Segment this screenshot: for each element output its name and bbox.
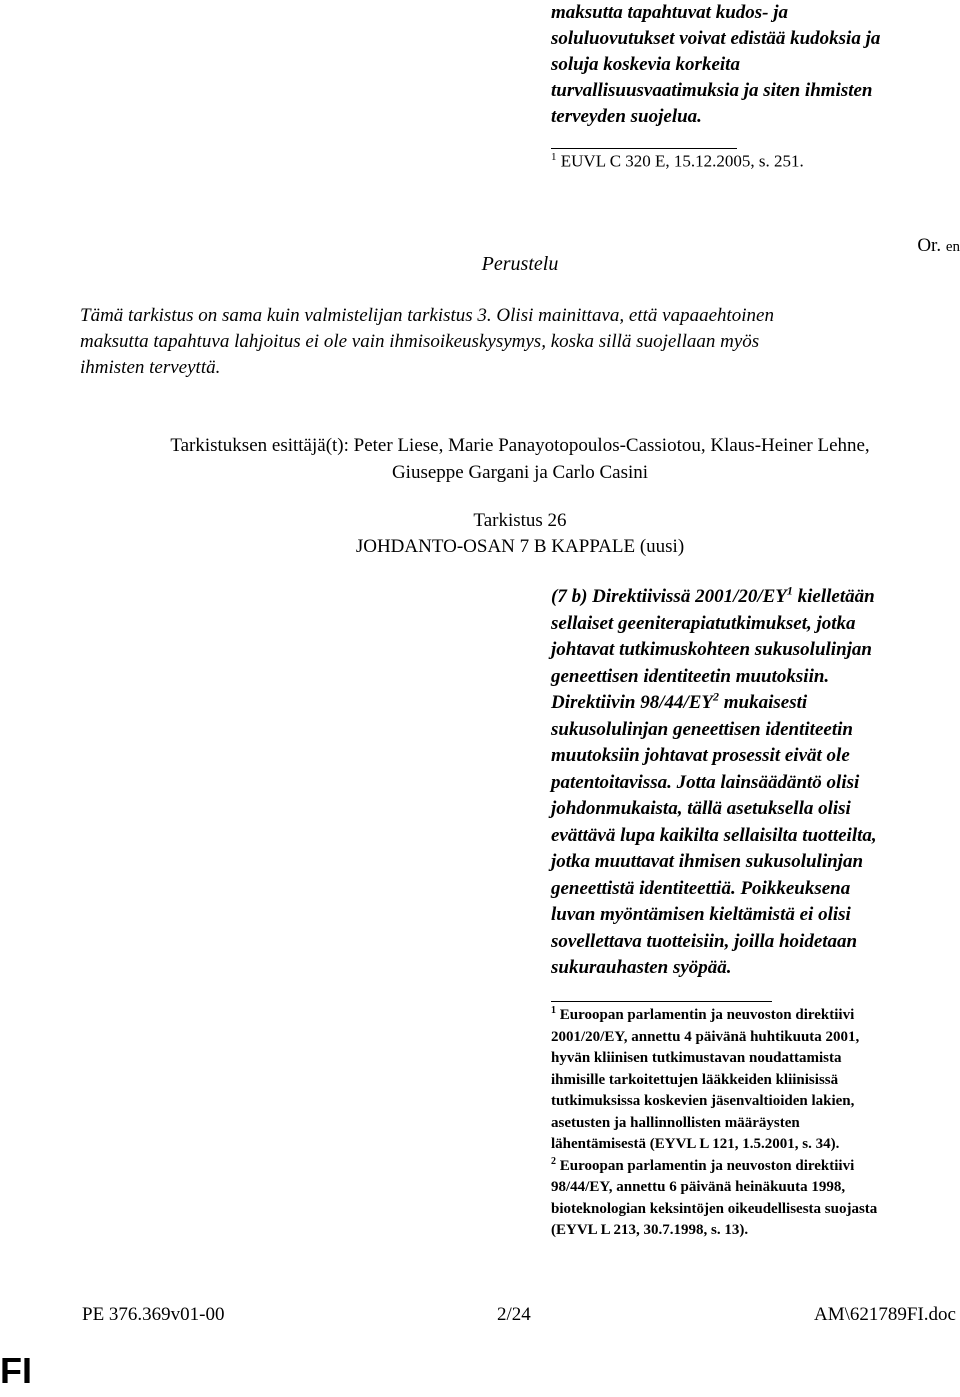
justification-heading: Perustelu [481,253,559,275]
footnote-ref: 1 [786,583,793,598]
text-line: evättävä lupa kaikilta sellaisilta tuotteilta, [551,824,877,846]
text-line: maksutta tapahtuva lahjoitus ei ole vain ihmisoikeuskysymys, koska sillä suojellaan myös [80,331,760,352]
text-line: ihmisten terveyttä. [80,357,221,378]
footnote-line: lähentämisestä (EYVL L 121, 1.5.2001, s. 34). [551,1136,840,1152]
original-language-code: en [945,239,960,255]
text-line: luvan myöntämisen kieltämistä ei olisi [551,904,851,925]
text-line: jotka muuttavat ihmisen sukusolulinjan [551,851,864,872]
text-line [551,690,877,717]
language-code: FI [0,1350,32,1391]
footnote-separator [551,1001,772,1002]
text-segment: (7 b) Direktiivissä 2001/20/EY [551,586,787,607]
text-line: sellaiset geeniterapiatutkimukset, jotka [551,612,856,634]
text-line: muutoksiin johtavat prosessit eivät ole [551,745,850,766]
top-footnote [551,151,804,172]
footnote-line: asetusten ja hallinnollisten määräysten [551,1114,800,1131]
text-line: maksutta tapahtuvat kudos- ja [551,2,789,23]
text-line: patentoitavissa. Jotta lainsäädäntö olisi [551,771,860,793]
footnote-line: (EYVL L 213, 30.7.1998, s. 13). [551,1222,749,1238]
text-line: soluluovutukset voivat edistää kudoksia ja [551,28,881,49]
text-segment: Direktiivin 98/44/EY [551,692,714,713]
footnote-line: 98/44/EY, annettu 6 päivänä heinäkuuta 1998, [551,1179,846,1195]
original-language-prefix: Or. [917,235,942,256]
text-segment: Euroopan parlamentin ja neuvoston direktiivi [559,1157,855,1174]
amendment-title: JOHDANTO-OSAN 7 B KAPPALE (uusi) [355,536,685,557]
previous-amendment-text [551,0,880,130]
text-line: turvallisuusvaatimuksia ja siten ihmisten [551,80,873,101]
text-segment: kielletään [792,586,875,607]
text-line: sukusolulinjan geneettisen identiteetin [551,718,853,740]
footnote-line: bioteknologian keksintöjen oikeudellisesta suojasta [551,1200,878,1217]
footnote-number: 2 [551,1155,556,1167]
justification-text [80,303,960,381]
tabled-by-line: Giuseppe Gargani ja Carlo Casini [391,462,649,483]
tabled-by-line: Tarkistuksen esittäjä(t): Peter Liese, Marie Panayotopoulos-Cassiotou, Klaus-Heiner Lehne, [170,435,870,456]
amendment-text [551,584,877,982]
amendment-number: Tarkistus 26 [473,510,567,531]
text-line: sovellettava tuotteisiin, joilla hoidetaan [551,930,858,952]
text-line: soluja koskevia korkeita [551,54,740,75]
footnote-line [551,1005,877,1027]
tabled-by [0,432,960,486]
text-segment: mukaisesti [719,692,808,713]
footnote-separator [551,148,737,149]
text-line: johtavat tutkimuskohteen sukusolulinjan [551,639,872,660]
footnote-number: 1 [551,151,557,163]
text-line: Tämä tarkistus on sama kuin valmistelijan tarkistus 3. Olisi mainittava, että vapaaehtoinen [80,305,774,326]
footnote-line [551,1156,877,1178]
footnote-number: 1 [551,1005,556,1016]
text-line: johdonmukaista, tällä asetuksella olisi [551,798,851,819]
text-line [551,584,877,611]
text-segment: Euroopan parlamentin ja neuvoston direktiivi [559,1007,855,1023]
footnote-line: 2001/20/EY, annettu 4 päivänä huhtikuuta 2001, [551,1028,860,1045]
text-line: sukurauhasten syöpää. [551,957,732,978]
page-footer [82,1304,956,1334]
text-line: terveyden suojelua. [551,106,702,127]
text-line: geneettisen identiteetin muutoksiin. [551,665,830,687]
page-number: 2/24 [497,1304,531,1325]
text-line: geneettistä identiteettiä. Poikkeuksena [551,877,851,899]
footnote-line: ihmisille tarkoitettujen lääkkeiden kliinisissä [551,1071,839,1088]
footnote-ref: 2 [713,689,720,704]
document-reference: PE 376.369v01-00 [82,1304,225,1325]
footnote-text: EUVL C 320 E, 15.12.2005, s. 251. [560,151,804,171]
file-name: AM\621789FI.doc [814,1304,956,1325]
footnotes [551,1005,877,1242]
footnote-line: tutkimuksissa koskevien jäsenvaltioiden lakien, [551,1093,855,1109]
footnote-line: hyvän kliinisen tutkimustavan noudattamista [551,1050,842,1066]
